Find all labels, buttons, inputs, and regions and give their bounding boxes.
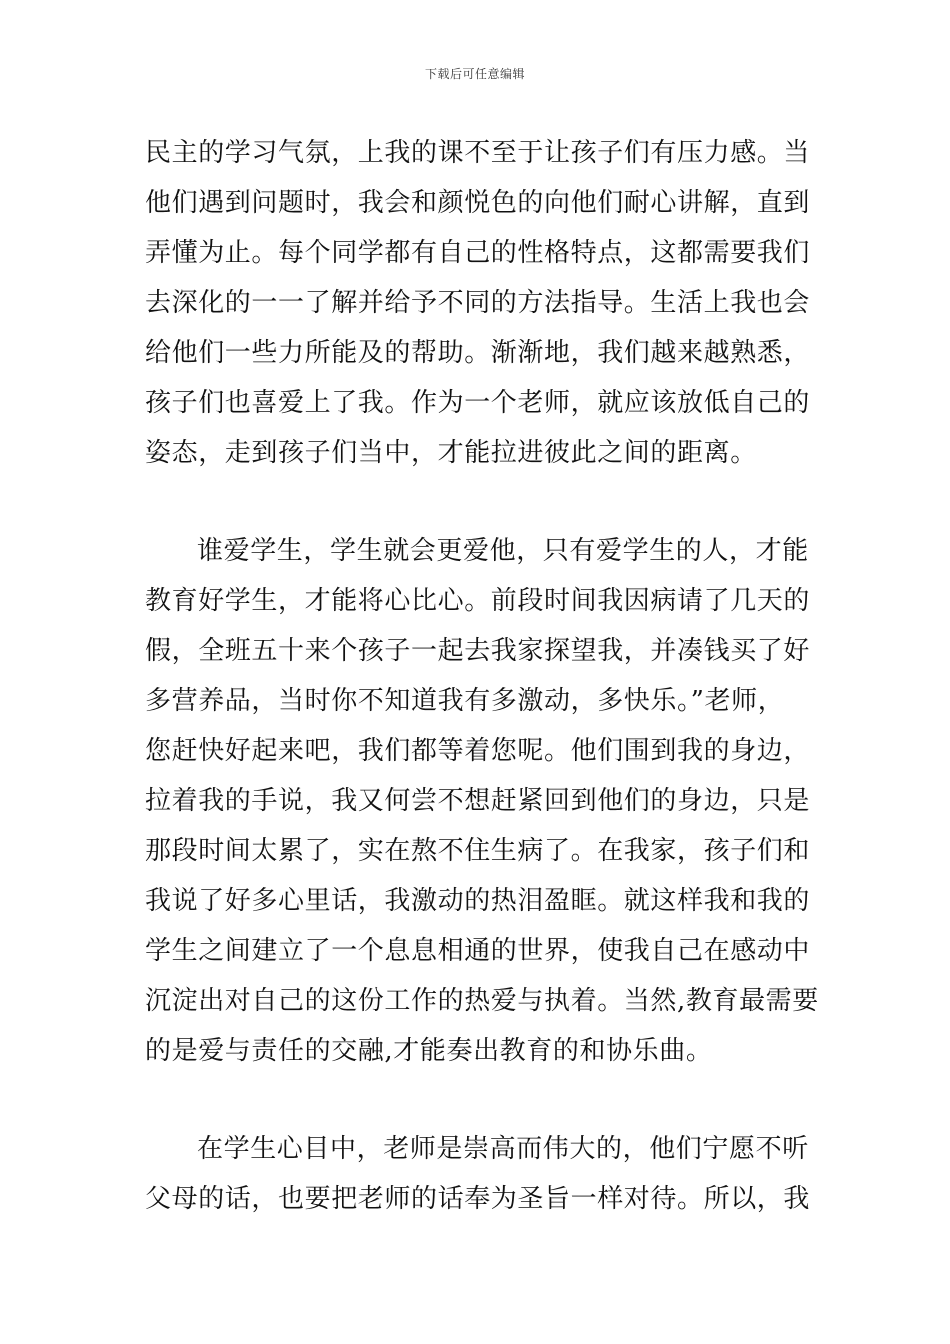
paragraph-line: 多营养品，当时你不知道我有多激动，多快乐。”老师， <box>145 686 785 716</box>
paragraph-line: 姿态，走到孩子们当中，才能拉进彼此之间的距离。 <box>145 438 757 468</box>
paragraph-line: 的是爱与责任的交融,才能奏出教育的和协乐曲。 <box>145 1036 713 1066</box>
paragraph-line: 民主的学习气氛，上我的课不至于让孩子们有压力感。当 <box>145 138 811 168</box>
paragraph-line: 那段时间太累了，实在熬不住生病了。在我家，孩子们和 <box>145 836 811 866</box>
paragraph-line: 拉着我的手说，我又何尝不想赶紧回到他们的身边，只是 <box>145 786 811 816</box>
paragraph-line: 谁爱学生，学生就会更爱他，只有爱学生的人，才能 <box>197 536 809 566</box>
paragraph-line: 父母的话，也要把老师的话奉为圣旨一样对待。所以，我 <box>145 1184 811 1214</box>
paragraph-line: 沉淀出对自己的这份工作的热爱与执着。当然,教育最需要 <box>145 986 819 1016</box>
page-header: 下载后可任意编辑 <box>424 67 525 81</box>
paragraph-line: 他们遇到问题时，我会和颜悦色的向他们耐心讲解，直到 <box>145 188 811 218</box>
paragraph-spacer <box>145 478 809 526</box>
document-body <box>145 128 819 1224</box>
paragraph-line: 学生之间建立了一个息息相通的世界，使我自己在感动中 <box>145 936 811 966</box>
paragraph-line: 弄懂为止。每个同学都有自己的性格特点，这都需要我们 <box>145 238 811 268</box>
paragraph-line: 孩子们也喜爱上了我。作为一个老师，就应该放低自己的 <box>145 388 811 418</box>
paragraph-line: 给他们一些力所能及的帮助。渐渐地，我们越来越熟悉， <box>145 338 811 368</box>
paragraph-line: 去深化的一一了解并给予不同的方法指导。生活上我也会 <box>145 288 811 318</box>
paragraph-line: 教育好学生，才能将心比心。前段时间我因病请了几天的 <box>145 586 811 616</box>
paragraph-line: 在学生心目中，老师是崇高而伟大的，他们宁愿不听 <box>197 1134 809 1164</box>
paragraph-spacer <box>145 1076 809 1124</box>
paragraph-2 <box>145 526 819 1076</box>
paragraph-line: 假，全班五十来个孩子一起去我家探望我，并凑钱买了好 <box>145 636 811 666</box>
paragraph-line: 您赶快好起来吧，我们都等着您呢。他们围到我的身边， <box>145 736 811 766</box>
paragraph-1 <box>145 128 809 478</box>
paragraph-line: 我说了好多心里话，我激动的热泪盈眶。就这样我和我的 <box>145 886 811 916</box>
paragraph-3 <box>145 1124 809 1224</box>
